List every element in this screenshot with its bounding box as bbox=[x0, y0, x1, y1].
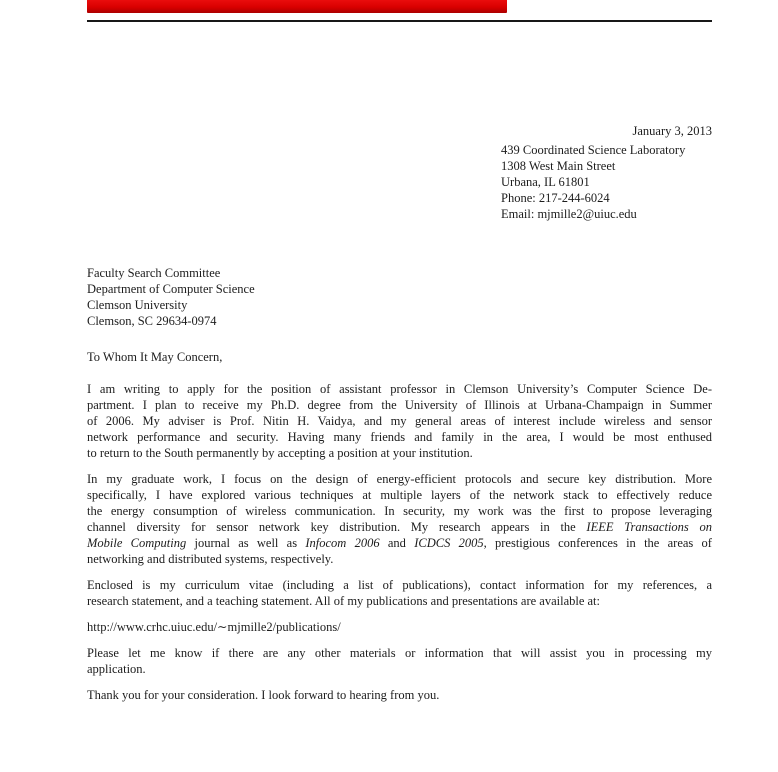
recipient-address-line: Faculty Search Committee bbox=[87, 266, 221, 280]
sender-phone-line: Phone: 217-244-6024 bbox=[501, 191, 610, 205]
letterhead-red-bar bbox=[87, 0, 507, 13]
italic-text-segment: IEEE Transactions on bbox=[586, 520, 712, 534]
body-line bbox=[87, 397, 712, 413]
text-segment: In my graduate work, I focus on the design of energy-efficient protocols and secure key distribution. More bbox=[87, 472, 712, 486]
text-segment: of 2006. My adviser is Prof. Nitin H. Vaidya, and my general areas of interest include wireless and sensor bbox=[87, 414, 712, 428]
sender-address-line: 439 Coordinated Science Laboratory bbox=[501, 143, 686, 157]
body-line bbox=[87, 535, 712, 551]
text-segment: Please let me know if there are any other materials or information that will assist you in processing my bbox=[87, 646, 712, 660]
text-segment: specifically, I have explored various techniques at multiple layers of the network stack to effectively reduce bbox=[87, 488, 712, 502]
body-line bbox=[87, 645, 712, 661]
letter-date: January 3, 2013 bbox=[632, 124, 712, 138]
letterhead-rule bbox=[87, 20, 712, 22]
sender-address-line: Urbana, IL 61801 bbox=[501, 175, 590, 189]
text-segment: partment. I plan to receive my Ph.D. degree from the University of Illinois at Urbana-Champaign in Summer bbox=[87, 398, 712, 412]
text-segment: Enclosed is my curriculum vitae (including a list of publications), contact information for my references, a bbox=[87, 578, 712, 592]
italic-text-segment: Mobile Computing bbox=[87, 536, 187, 550]
recipient-address-line: Clemson, SC 29634-0974 bbox=[87, 314, 217, 328]
body-line bbox=[87, 471, 712, 487]
paragraph bbox=[87, 619, 712, 635]
sender-address-block bbox=[501, 142, 685, 222]
body-line bbox=[87, 381, 712, 397]
body-line bbox=[87, 519, 712, 535]
text-segment: journal as well as bbox=[186, 536, 306, 550]
paragraph bbox=[87, 687, 712, 703]
body-line bbox=[87, 577, 712, 593]
body-line bbox=[87, 593, 712, 609]
paragraph bbox=[87, 645, 712, 677]
text-segment: to return to the South permanently by accepting a position at your institution. bbox=[87, 446, 473, 460]
body-line bbox=[87, 503, 712, 519]
text-segment: and bbox=[379, 536, 415, 550]
text-segment: http://www.crhc.uiuc.edu/∼mjmille2/publications/ bbox=[87, 620, 341, 634]
body-line bbox=[87, 487, 712, 503]
body-line bbox=[87, 445, 712, 461]
italic-text-segment: Infocom 2006 bbox=[305, 536, 380, 550]
salutation: To Whom It May Concern, bbox=[87, 350, 223, 364]
text-segment: network performance and security. Having many friends and family in the area, I would be most enthused bbox=[87, 430, 712, 444]
text-segment: , prestigious conferences in the areas of bbox=[483, 536, 712, 550]
text-segment: I am writing to apply for the position of assistant professor in Clemson University’s Computer Science De- bbox=[87, 382, 712, 396]
paragraph bbox=[87, 577, 712, 609]
text-segment: networking and distributed systems, respectively. bbox=[87, 552, 334, 566]
recipient-address-block bbox=[87, 265, 255, 329]
body-line bbox=[87, 429, 712, 445]
recipient-address-line: Clemson University bbox=[87, 298, 188, 312]
letter-body bbox=[87, 381, 712, 713]
body-line bbox=[87, 687, 712, 703]
body-line bbox=[87, 551, 712, 567]
text-segment: application. bbox=[87, 662, 146, 676]
text-segment: Thank you for your consideration. I look forward to hearing from you. bbox=[87, 688, 440, 702]
paragraph bbox=[87, 471, 712, 567]
sender-email-line: Email: mjmille2@uiuc.edu bbox=[501, 207, 637, 221]
text-segment: the energy consumption of wireless communication. In security, my work was the first to propose leveraging bbox=[87, 504, 712, 518]
body-line bbox=[87, 661, 712, 677]
italic-text-segment: ICDCS 2005 bbox=[414, 536, 484, 550]
body-line bbox=[87, 413, 712, 429]
recipient-address-line: Department of Computer Science bbox=[87, 282, 255, 296]
body-line bbox=[87, 619, 712, 635]
text-segment: channel diversity for sensor network key distribution. My research appears in the bbox=[87, 520, 587, 534]
sender-address-line: 1308 West Main Street bbox=[501, 159, 616, 173]
paragraph bbox=[87, 381, 712, 461]
text-segment: research statement, and a teaching statement. All of my publications and presentations are available at: bbox=[87, 594, 601, 608]
